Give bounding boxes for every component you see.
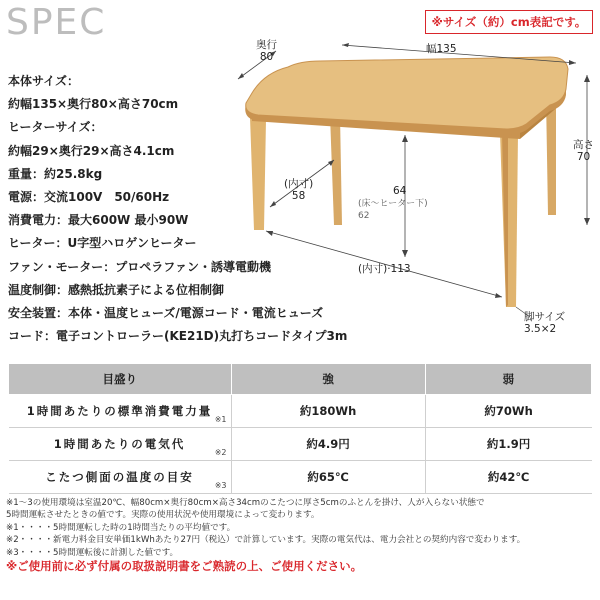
- header-strong: 強: [231, 364, 425, 395]
- table-row: [9, 395, 592, 428]
- back-left-leg: [330, 115, 342, 225]
- front-left-leg: [250, 117, 266, 230]
- spec-line: 温度制御：感熱抵抗素子による位相制御: [8, 282, 225, 297]
- height-label: 高さ 70: [573, 139, 594, 163]
- spec-line: 安全装置：本体・温度ヒューズ/電源コード・電流ヒューズ: [8, 305, 324, 320]
- spec-line: 約幅135×奥行80×高さ70cm: [8, 97, 179, 112]
- weak-value: 約70Wh: [425, 395, 591, 428]
- width-label: 幅135: [426, 43, 457, 55]
- spec-line: 消費電力：最大600W 最小90W: [8, 213, 189, 228]
- row-label: 1時間あたりの電気代 ※2: [9, 428, 232, 461]
- strong-value: 約65℃: [231, 461, 425, 494]
- spec-line: 重量：約25.8kg: [8, 166, 103, 181]
- usage-warning: ※ご使用前に必ず付属の取扱説明書をご熟読の上、ご使用ください。: [6, 559, 363, 574]
- size-note-badge: ※サイズ（約）cm表記です。: [425, 10, 593, 34]
- leg-size-label: 脚サイズ 3.5×2: [524, 311, 566, 335]
- table-row: [9, 461, 592, 494]
- floor-to-heater-label: (床〜ヒーター下) 62: [358, 199, 428, 221]
- page-title: SPEC: [6, 2, 107, 43]
- footnote-line: ※1〜3の使用環境は室温20℃、幅80cm×奥行80cm×高さ34cmのこたつに厚さ5cmのふとんを掛け、人が入らない状態で: [6, 498, 485, 508]
- inner-depth-label: (内寸) 58: [284, 178, 314, 202]
- header-scale: 目盛り: [9, 364, 232, 395]
- weak-value: 約1.9円: [425, 428, 591, 461]
- spec-line: 本体サイズ：: [8, 74, 80, 88]
- clearance-value: 64: [393, 185, 407, 197]
- footnote-line: 5時間運転させたときの値です。実際の使用状況や使用環境によって変わります。: [6, 510, 320, 521]
- spec-line: ファン・モーター：プロペラファン・誘導電動機: [8, 259, 272, 274]
- table-row: [9, 428, 592, 461]
- footnote-line: ※2・・・・新電力料金目安単価1kWhあたり27円（税込）で計算しています。実際の電気代は、電力会社との契約内容で変わります。: [6, 535, 526, 546]
- footnotes: [6, 497, 596, 572]
- spec-line: 電源：交流100V 50/60Hz: [8, 189, 170, 204]
- header-weak: 弱: [425, 364, 591, 395]
- row-label: こたつ側面の温度の目安 ※3: [9, 461, 232, 494]
- table-dimension-diagram: [230, 35, 600, 355]
- footnote-line: ※1・・・・5時間運転した時の1時間当たりの平均値です。: [6, 522, 236, 533]
- spec-line: ヒーターサイズ：: [8, 120, 103, 135]
- weak-value: 約42℃: [425, 461, 591, 494]
- strong-value: 約180Wh: [231, 395, 425, 428]
- spec-line: 約幅29×奥行29×高さ4.1cm: [8, 143, 175, 158]
- spec-line: コード：電子コントローラー(KE21D)丸打ちコードタイプ3m: [8, 329, 348, 344]
- row-label: 1時間あたりの標準消費電力量 ※1: [9, 395, 232, 428]
- footnote-line: ※3・・・・5時間運転後に計測した値です。: [6, 547, 179, 558]
- depth-label: 奥行 80: [256, 39, 277, 63]
- spec-line: ヒーター：U字型ハロゲンヒーター: [8, 236, 197, 251]
- power-cost-table: [8, 363, 592, 494]
- inner-width-label: (内寸)·113: [358, 263, 411, 275]
- strong-value: 約4.9円: [231, 428, 425, 461]
